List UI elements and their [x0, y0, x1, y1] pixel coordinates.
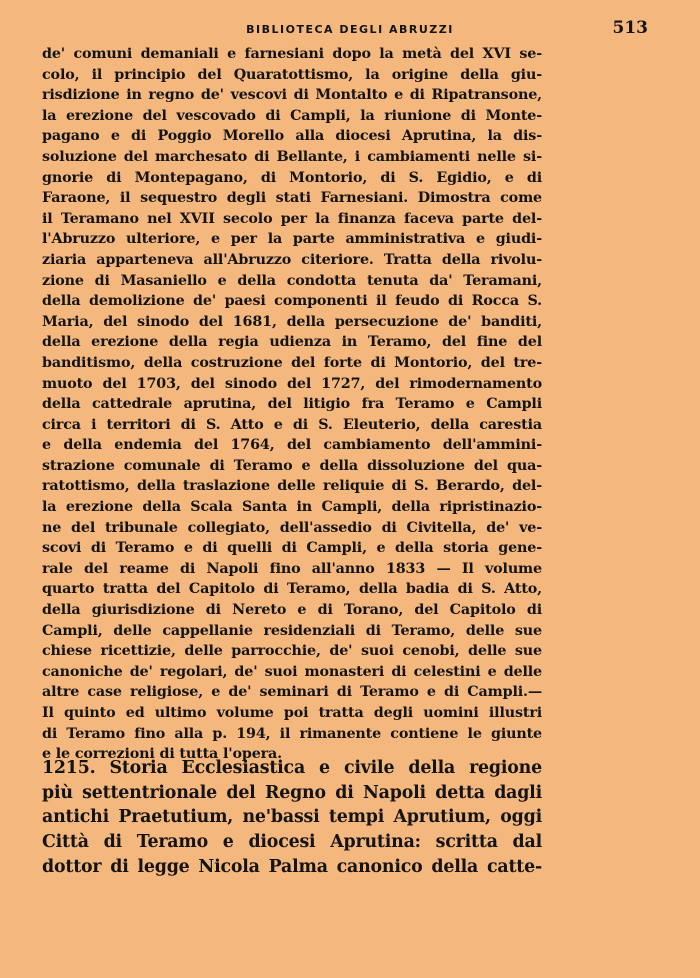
- text-line: della cattedrale aprutina, del litigio fra Teramo e Campli: [42, 396, 542, 413]
- text-line: colo, il principio del Quaratottismo, la origine della giu-: [42, 66, 542, 83]
- text-line: risdizione in regno de' vescovi di Montalto e di Ripatransone,: [42, 87, 542, 104]
- text-line: gnorie di Montepagano, di Montorio, di S. Egidio, e di: [42, 169, 542, 186]
- text-line: Il quinto ed ultimo volume poi tratta degli uomini illustri: [42, 705, 542, 721]
- text-line: di Teramo fino alla p. 194, il rimanente contiene le giunte: [42, 725, 542, 742]
- text-line: antichi Praetutium, ne'bassi tempi Aprutium, oggi: [42, 807, 542, 828]
- text-line: scovi di Teramo e di quelli di Campli, e della storia gene-: [42, 540, 542, 557]
- text-line: canoniche de' regolari, de' suoi monasteri di celestini e delle: [42, 663, 542, 680]
- text-line: chiese ricettizie, delle parrocchie, de' suoi cenobi, delle sue: [42, 643, 542, 660]
- text-line: 1215. Storia Ecclesiastica e civile della regione: [42, 758, 542, 778]
- text-line: l'Abruzzo ulteriore, e per la parte amministrativa e giudi-: [42, 231, 542, 248]
- text-line: dottor di legge Nicola Palma canonico della catte-: [42, 856, 542, 877]
- text-line: soluzione del marchesato di Bellante, i cambiamenti nelle si-: [42, 148, 542, 165]
- text-line: Campli, delle cappellanie residenziali di Teramo, delle sue: [42, 622, 542, 639]
- text-line: della erezione della regia udienza in Teramo, del fine del: [42, 334, 542, 351]
- page-number: 513: [612, 18, 648, 38]
- text-line: zione di Masaniello e della condotta tenuta da' Teramani,: [42, 272, 542, 289]
- text-line: Faraone, il sequestro degli stati Farnesiani. Dimostra come: [42, 190, 542, 207]
- text-line: quarto tratta del Capitolo di Teramo, della badia di S. Atto,: [42, 581, 542, 598]
- text-line: pagano e di Poggio Morello alla diocesi Aprutina, la dis-: [42, 128, 542, 145]
- text-line: e le correzioni di tutta l'opera.: [42, 746, 282, 763]
- text-line: circa i territori di S. Atto e di S. Eleuterio, della carestia: [42, 416, 542, 433]
- text-line: altre case religiose, e de' seminari di Teramo e di Campli.—: [42, 684, 542, 701]
- text-line: ziaria apparteneva all'Abruzzo citeriore. Tratta della rivolu-: [42, 251, 542, 268]
- text-line: ne del tribunale collegiato, dell'assedio di Civitella, de' ve-: [42, 519, 542, 536]
- entry-1214-continuation: [42, 44, 542, 765]
- text-line: ratottismo, della traslazione delle reliquie di S. Berardo, del-: [42, 478, 542, 495]
- text-line: de' comuni demaniali e farnesiani dopo la metà del XVI se-: [42, 46, 542, 62]
- text-line: il Teramano nel XVII secolo per la finanza faceva parte del-: [42, 210, 542, 227]
- page-header: [40, 18, 660, 42]
- text-line: banditismo, della costruzione del forte di Montorio, del tre-: [42, 354, 542, 371]
- text-line: rale del reame di Napoli fino all'anno 1833 — Il volume: [42, 560, 542, 577]
- text-line: Città di Teramo e diocesi Aprutina: scritta dal: [42, 832, 542, 853]
- text-line: la erezione del vescovado di Campli, la riunione di Monte-: [42, 107, 542, 124]
- text-line: muoto del 1703, del sinodo del 1727, del rimodernamento: [42, 375, 542, 392]
- text-line: Maria, del sinodo del 1681, della persecuzione de' banditi,: [42, 313, 542, 330]
- text-line: più settentrionale del Regno di Napoli detta dagli: [42, 782, 542, 803]
- text-line: e della endemia del 1764, del cambiamento dell'ammini-: [42, 437, 542, 454]
- text-line: strazione comunale di Teramo e della dissoluzione del qua-: [42, 457, 542, 474]
- text-line: la erezione della Scala Santa in Campli, della ripristinazio-: [42, 499, 542, 516]
- running-title: BIBLIOTECA DEGLI ABRUZZI: [246, 23, 454, 36]
- entry-1215: [42, 756, 542, 879]
- text-line: della demolizione de' paesi componenti il feudo di Rocca S.: [42, 293, 542, 310]
- text-line: della giurisdizione di Nereto e di Torano, del Capitolo di: [42, 602, 542, 619]
